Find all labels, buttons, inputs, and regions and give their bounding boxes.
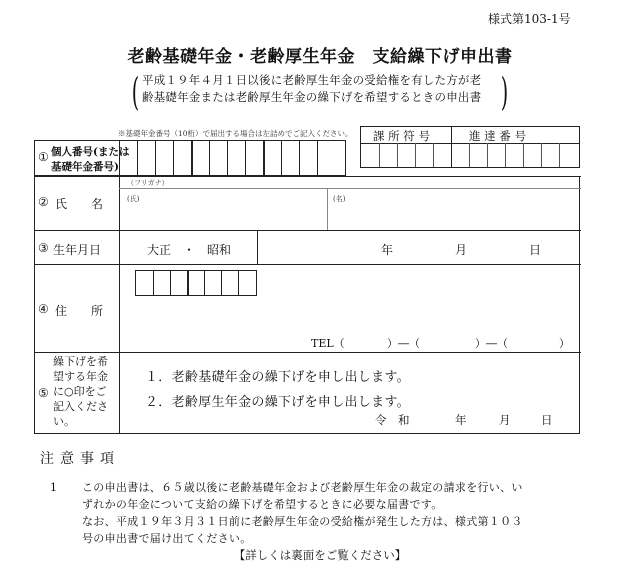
row-number-2: ②: [38, 195, 49, 209]
tel-end: ）: [559, 337, 570, 350]
note-line: なお、平成１９年３月３１日前に老齢厚生年金の受給権が発生した方は、様式第１０３: [82, 515, 523, 528]
note-line: この申出書は、６５歳以後に老齢基礎年金および老齢厚生年金の裁定の請求を行い、い: [82, 481, 523, 494]
postal-code-boxes[interactable]: [135, 270, 257, 296]
option-employee-pension[interactable]: ２．老齢厚生年金の繰下げを申し出します。: [145, 395, 410, 410]
pension-choice-label-line: に○印をご: [53, 385, 107, 398]
tel-separator-1: ）―（: [387, 337, 420, 350]
personal-number-label-1: 個人番号(または: [51, 146, 130, 158]
row-number-1: ①: [38, 150, 49, 164]
note-line: 号の申出書で届け出てください。: [82, 532, 252, 545]
tel-separator-2: ）―（: [475, 337, 508, 350]
office-code-header: 課 所 符 号: [373, 129, 430, 143]
progress-number-header: 進 達 番 号: [469, 129, 526, 143]
footer-note: 【詳しくは裏面をご覧ください】: [233, 548, 407, 562]
applicant-info-table: [34, 176, 580, 434]
subtitle-line-1: 平成１９年４月１日以後に老齢厚生年金の受給権を有した方が老: [142, 73, 482, 87]
pension-choice-label-line: 記入くださ: [53, 400, 108, 413]
address-input[interactable]: [121, 300, 579, 330]
given-name-label: (名): [333, 195, 346, 203]
form-number: 様式第103-1号: [488, 12, 571, 26]
notes-heading: 注意事項: [40, 451, 120, 467]
sign-day-label: 日: [541, 413, 553, 427]
name-input[interactable]: [121, 202, 579, 228]
note-body-1: [82, 479, 622, 547]
furigana-label: （フリガナ）: [127, 179, 169, 187]
personal-number-row: [34, 140, 346, 176]
row-number-4: ④: [38, 302, 49, 316]
form-subtitle: [128, 69, 512, 115]
address-label: 住 所: [55, 304, 104, 318]
pension-choice-label-line: い。: [53, 415, 75, 428]
pension-choice-label: [53, 354, 108, 429]
name-label: 氏 名: [55, 197, 104, 211]
pension-choice-label-line: 繰下げを希: [53, 355, 108, 368]
tel-label: TEL（: [311, 337, 345, 350]
birth-year-label: 年: [381, 243, 394, 257]
sign-month-label: 月: [499, 413, 511, 427]
birth-month-label: 月: [455, 243, 468, 257]
row-number-3: ③: [38, 241, 49, 255]
form-title: 老齢基礎年金・老齢厚生年金 支給繰下げ申出書: [127, 47, 513, 67]
era-options[interactable]: 大正 ・ 昭和: [147, 243, 232, 257]
note-number-1: 1: [50, 481, 58, 494]
subtitle-line-2: 齢基礎年金または老齢厚生年金の繰下げを希望するときの申出書: [142, 90, 482, 104]
note-line: ずれかの年金について支給の繰下げを希望するときに必要な届書です。: [82, 498, 443, 511]
row-number-5: ⑤: [38, 386, 49, 400]
pension-choice-label-line: 望する年金: [53, 370, 108, 383]
office-use-table: [360, 126, 580, 168]
family-name-label: (氏): [127, 195, 140, 203]
birth-day-label: 日: [529, 243, 542, 257]
option-basic-pension[interactable]: １．老齢基礎年金の繰下げを申し出します。: [145, 370, 410, 385]
personal-number-label-2: 基礎年金番号): [51, 161, 119, 173]
right-bracket: ): [500, 70, 509, 114]
reiwa-label: 令 和: [375, 413, 410, 427]
birth-date-label: 生年月日: [53, 243, 102, 257]
sign-year-label: 年: [455, 413, 467, 427]
pension-number-note: ※基礎年金番号（10桁）で届出する場合は左詰めでご記入ください。: [118, 129, 353, 138]
left-bracket: (: [131, 70, 140, 114]
